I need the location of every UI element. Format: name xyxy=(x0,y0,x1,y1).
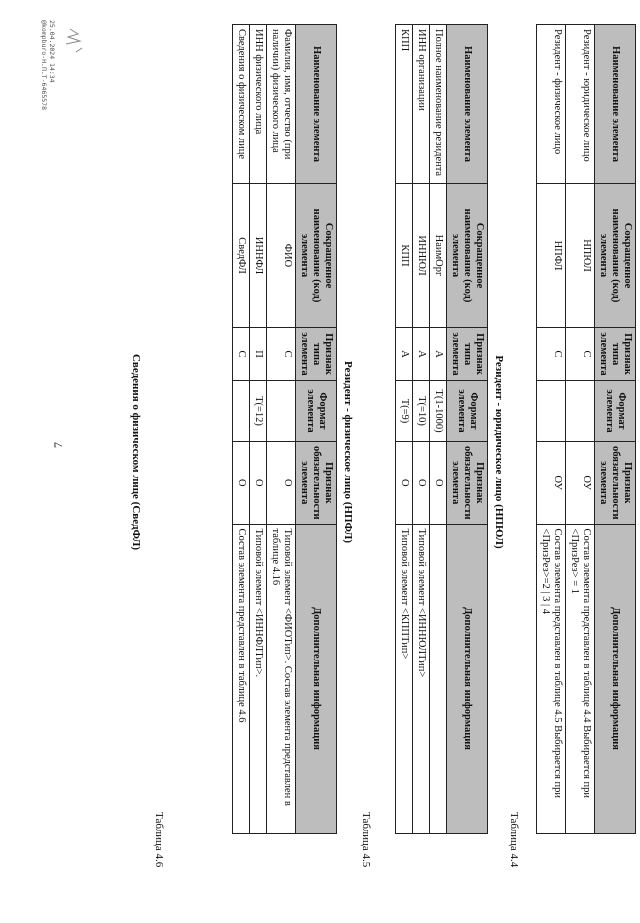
header-info: Дополнительная информация xyxy=(594,524,635,833)
header-name: Наименование элемента xyxy=(594,25,635,184)
header-type: Признак типа элемента xyxy=(446,328,487,381)
cell-type: А xyxy=(412,328,429,381)
cell-req: О xyxy=(266,442,295,525)
header-code: Сокращенное наименование (код) элемента xyxy=(295,184,336,328)
cell-format xyxy=(536,381,565,442)
page-number: 7 xyxy=(51,442,65,448)
cell-name: КПП xyxy=(395,25,412,184)
cell-format: T(1-1000) xyxy=(429,381,446,442)
cell-type: С xyxy=(232,328,249,381)
header-format: Формат элемента xyxy=(295,381,336,442)
header-name: Наименование элемента xyxy=(295,25,336,184)
section-title-npfl: Резидент - физическое лицо (НПФЛ) xyxy=(342,360,354,544)
cell-format: T(=12) xyxy=(249,381,266,442)
header-info: Дополнительная информация xyxy=(446,524,487,833)
cell-info xyxy=(429,524,446,833)
table-row xyxy=(536,25,565,834)
cell-type: С xyxy=(536,328,565,381)
table-row xyxy=(266,25,295,834)
signature-scribble-icon xyxy=(60,26,90,56)
cell-name: Фамилия, имя, отчество (при наличии) физического лица xyxy=(266,25,295,184)
header-info: Дополнительная информация xyxy=(295,524,336,833)
table-row xyxy=(429,25,446,834)
header-req: Признак обязательности элемента xyxy=(594,442,635,525)
cell-req: О xyxy=(395,442,412,525)
header-format: Формат элемента xyxy=(594,381,635,442)
table-row xyxy=(412,25,429,834)
table-caption-4-5: Таблица 4.5 xyxy=(360,812,372,868)
cell-code: КПП xyxy=(395,184,412,328)
cell-info: Типовой элемент <ИННЮЛТип> xyxy=(412,524,429,833)
cell-name: Полное наименование резидента xyxy=(429,25,446,184)
cell-format xyxy=(266,381,295,442)
cell-type: А xyxy=(429,328,446,381)
cell-type: П xyxy=(249,328,266,381)
cell-type: С xyxy=(266,328,295,381)
table-caption-4-6: Таблица 4.6 xyxy=(153,812,165,868)
cell-req: О xyxy=(249,442,266,525)
table-row xyxy=(249,25,266,834)
header-type: Признак типа элемента xyxy=(594,328,635,381)
cell-format: T(=10) xyxy=(412,381,429,442)
cell-code: ИННЮЛ xyxy=(412,184,429,328)
stamp-line-2: @kompburo-Н.П.Т-6465578 xyxy=(40,20,49,111)
npfl-table xyxy=(232,24,337,834)
cell-code: СведФЛ xyxy=(232,184,249,328)
cell-info: Типовой элемент <КППТип> xyxy=(395,524,412,833)
npul-table xyxy=(395,24,488,834)
cell-info: Типовой элемент <ИННФЛТип>. xyxy=(249,524,266,833)
cell-req: ОУ xyxy=(536,442,565,525)
header-format: Формат элемента xyxy=(446,381,487,442)
rotated-page xyxy=(40,12,640,892)
table-caption-4-4: Таблица 4.4 xyxy=(508,812,520,868)
header-name: Наименование элемента xyxy=(446,25,487,184)
header-req: Признак обязательности элемента xyxy=(295,442,336,525)
stamp-line-1: 25.04.2024 14:34 xyxy=(48,20,56,83)
cell-code: НПЮЛ xyxy=(565,184,594,328)
cell-code: ИННФЛ xyxy=(249,184,266,328)
cell-name: Резидент - юридическое лицо xyxy=(565,25,594,184)
header-type: Признак типа элемента xyxy=(295,328,336,381)
header-code: Сокращенное наименование (код) элемента xyxy=(594,184,635,328)
cell-code: НПФЛ xyxy=(536,184,565,328)
cell-req: О xyxy=(429,442,446,525)
main-elements-table xyxy=(536,24,636,834)
section-title-npul: Резидент - юридическое лицо (НПЮЛ) xyxy=(493,355,505,549)
cell-format xyxy=(232,381,249,442)
cell-name: ИНН физического лица xyxy=(249,25,266,184)
cell-code: НаимОрг xyxy=(429,184,446,328)
cell-code: ФИО xyxy=(266,184,295,328)
cell-info: Типовой элемент <ФИОТип>. Состав элемента представлен в таблице 4.16 xyxy=(266,524,295,833)
table-row xyxy=(395,25,412,834)
header-req: Признак обязательности элемента xyxy=(446,442,487,525)
cell-info: Состав элемента представлен в таблице 4.6 xyxy=(232,524,249,833)
cell-info: Состав элемента представлен в таблице 4.4 Выбирается при <ПризРез> = 1 xyxy=(565,524,594,833)
cell-name: Сведения о физическом лице xyxy=(232,25,249,184)
table-row xyxy=(565,25,594,834)
cell-req: О xyxy=(232,442,249,525)
cell-name: Резидент - физическое лицо xyxy=(536,25,565,184)
table-header-row xyxy=(446,25,487,834)
cell-format xyxy=(565,381,594,442)
cell-req: ОУ xyxy=(565,442,594,525)
cell-type: С xyxy=(565,328,594,381)
table-row xyxy=(232,25,249,834)
cell-req: О xyxy=(412,442,429,525)
cell-name: ИНН организации xyxy=(412,25,429,184)
table-header-row xyxy=(594,25,635,834)
cell-info: Состав элемента представлен в таблице 4.5 Выбирается при <ПризРез>=2 | 3 | 4 xyxy=(536,524,565,833)
print-stamp xyxy=(39,20,55,110)
section-title-svedfl: Сведения о физическом лице (СведФЛ) xyxy=(130,353,142,551)
table-header-row xyxy=(295,25,336,834)
header-code: Сокращенное наименование (код) элемента xyxy=(446,184,487,328)
cell-type: А xyxy=(395,328,412,381)
cell-format: T(=9) xyxy=(395,381,412,442)
